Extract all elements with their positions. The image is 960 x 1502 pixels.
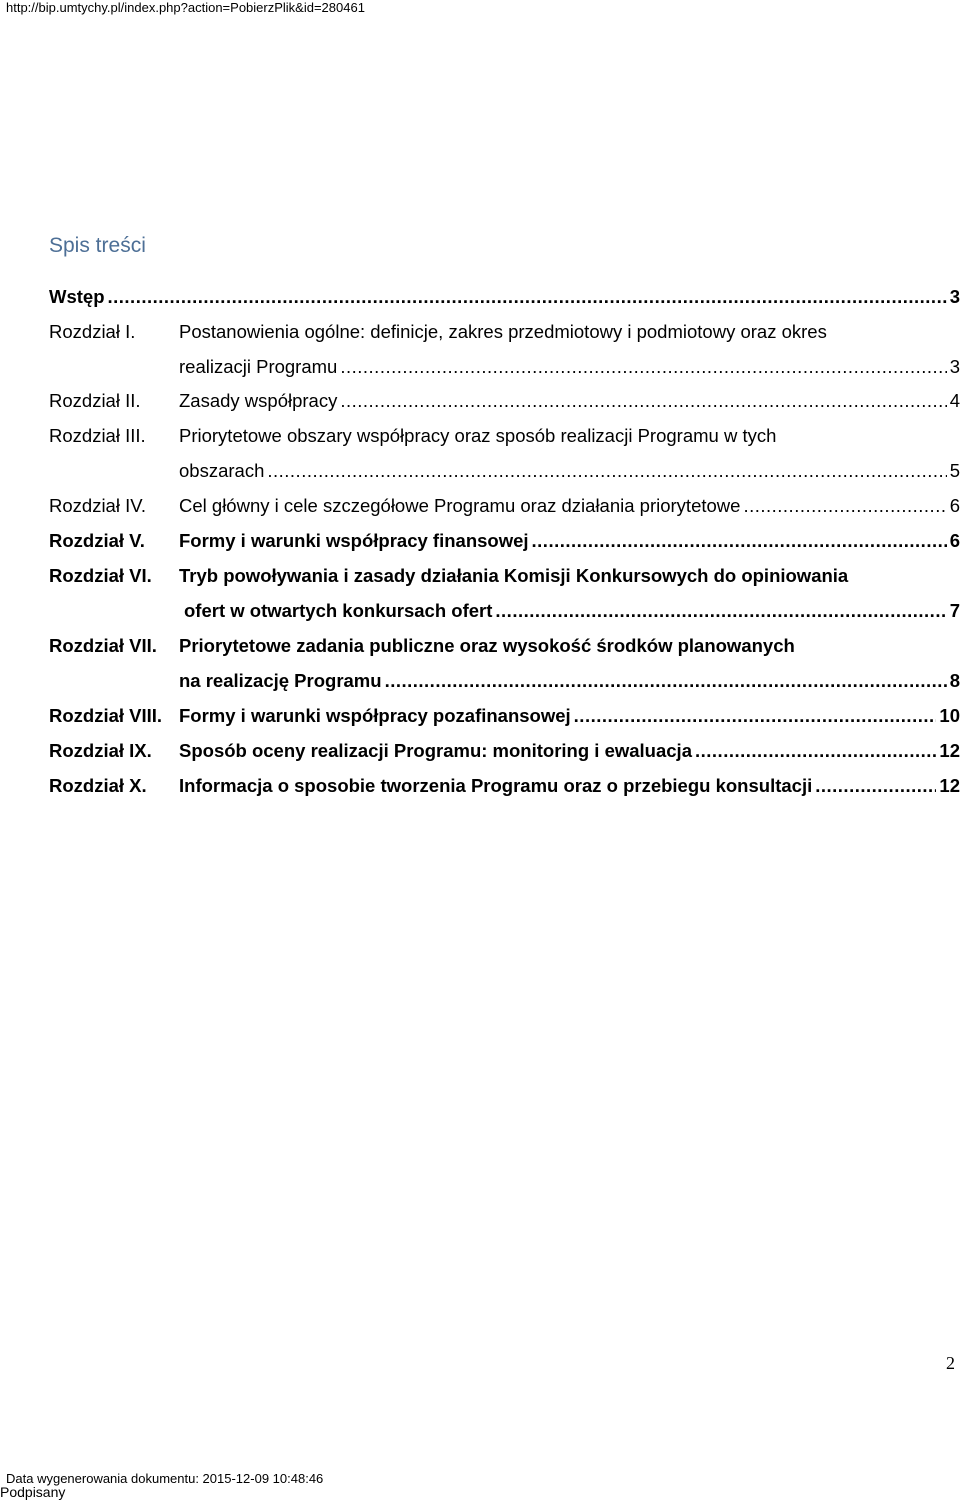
dot-leader xyxy=(743,491,946,521)
toc-entry-chapter-2[interactable] xyxy=(49,386,960,416)
toc-chapter-label: Rozdział IX. xyxy=(49,740,152,761)
toc-entry-text: obszarach xyxy=(179,460,265,481)
toc-chapter-label: Rozdział III. xyxy=(49,425,146,446)
toc-chapter-label: Rozdział II. xyxy=(49,390,141,411)
dot-leader xyxy=(340,386,946,416)
toc-entry-text: ofert w otwartych konkursach ofert xyxy=(184,600,493,621)
dot-leader xyxy=(108,282,947,312)
toc-entry-text: Cel główny i cele szczegółowe Programu oraz działania priorytetowe xyxy=(179,495,741,516)
toc-entry-chapter-4[interactable] xyxy=(49,491,960,521)
toc-entry-chapter-3[interactable] xyxy=(49,421,960,451)
toc-chapter-label: Rozdział VIII. xyxy=(49,705,163,726)
toc-chapter-label: Rozdział IV. xyxy=(49,495,147,516)
toc-entry-chapter-1-cont[interactable] xyxy=(49,352,960,382)
toc-page-number: 3 xyxy=(949,286,960,307)
toc-chapter-label: Rozdział I. xyxy=(49,321,136,342)
toc-entry-chapter-7[interactable] xyxy=(49,631,960,661)
toc-entry-chapter-7-cont[interactable] xyxy=(49,666,960,696)
toc-chapter-label: Rozdział X. xyxy=(49,775,147,796)
toc-chapter-label: Rozdział VII. xyxy=(49,635,157,656)
dot-leader xyxy=(532,526,947,556)
toc-entry-text: Zasady współpracy xyxy=(179,390,338,411)
toc-entry-text: Informacja o sposobie tworzenia Programu oraz o przebiegu konsultacji xyxy=(179,775,813,796)
toc-entry-text: Priorytetowe zadania publiczne oraz wysokość środków planowanych xyxy=(179,635,795,656)
toc-page-number: 5 xyxy=(949,460,960,481)
toc-page-number: 12 xyxy=(939,775,960,796)
toc-entry-chapter-6-cont[interactable] xyxy=(49,596,960,626)
toc-entry-chapter-9[interactable] xyxy=(49,736,960,766)
toc-entry-text: Postanowienia ogólne: definicje, zakres przedmiotowy i podmiotowy oraz okres xyxy=(179,321,827,342)
toc-chapter-label: Rozdział V. xyxy=(49,530,145,551)
toc-entry-text: na realizację Programu xyxy=(179,670,382,691)
toc-page-number: 3 xyxy=(949,356,960,377)
dot-leader xyxy=(340,352,946,382)
document-source-url: http://bip.umtychy.pl/index.php?action=PobierzPlik&id=280461 xyxy=(6,0,365,15)
toc-entry-text: Priorytetowe obszary współpracy oraz sposób realizacji Programu w tych xyxy=(179,425,777,446)
toc-entry-text: Formy i warunki współpracy finansowej xyxy=(179,530,529,551)
toc-page-number: 6 xyxy=(949,530,960,551)
toc-chapter-label: Rozdział VI. xyxy=(49,565,152,586)
dot-leader xyxy=(385,666,947,696)
dot-leader xyxy=(695,736,936,766)
generation-date: Data wygenerowania dokumentu: 2015-12-09 10:48:46 xyxy=(6,1471,324,1486)
toc-page-number: 8 xyxy=(949,670,960,691)
toc-entry-chapter-6[interactable] xyxy=(49,561,960,591)
toc-entry-chapter-8[interactable] xyxy=(49,701,960,731)
toc-page-number: 4 xyxy=(949,390,960,411)
toc-title: Spis treści xyxy=(49,234,146,257)
signed-label: Podpisany xyxy=(0,1484,66,1500)
toc-entry-chapter-10[interactable] xyxy=(49,771,960,801)
toc-entry-text: Sposób oceny realizacji Programu: monitoring i ewaluacja xyxy=(179,740,692,761)
toc-entry-intro[interactable] xyxy=(49,282,960,312)
toc-entry-text: Wstęp xyxy=(49,286,105,307)
toc-page-number: 12 xyxy=(939,740,960,761)
toc-entry-text: Formy i warunki współpracy pozafinansowej xyxy=(179,705,571,726)
page-number: 2 xyxy=(946,1353,955,1373)
toc-page-number: 6 xyxy=(949,495,960,516)
toc-entry-text: realizacji Programu xyxy=(179,356,338,377)
dot-leader xyxy=(815,771,936,801)
toc-page-number: 10 xyxy=(939,705,960,726)
toc-entry-text: Tryb powoływania i zasady działania Komisji Konkursowych do opiniowania xyxy=(179,565,849,586)
dot-leader xyxy=(267,456,946,486)
toc-entry-chapter-1[interactable] xyxy=(49,317,960,347)
dot-leader xyxy=(574,701,937,731)
dot-leader xyxy=(495,596,946,626)
toc-page-number: 7 xyxy=(949,600,960,621)
toc-entry-chapter-5[interactable] xyxy=(49,526,960,556)
toc-entry-chapter-3-cont[interactable] xyxy=(49,456,960,486)
